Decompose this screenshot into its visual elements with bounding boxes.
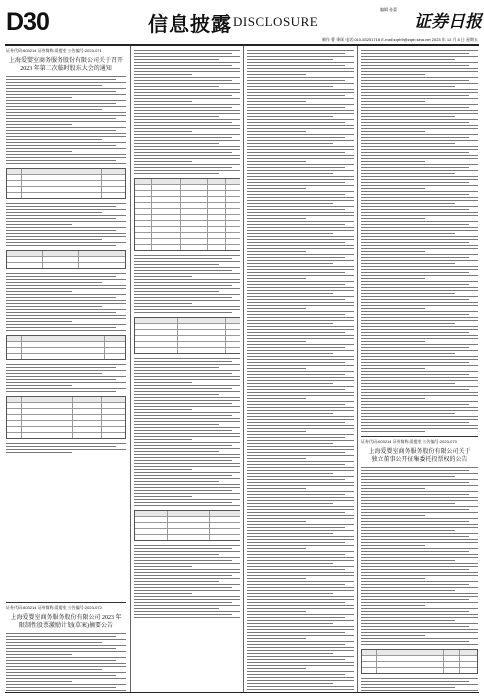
section-title-cn: 信息披露 [148, 14, 232, 36]
announcement-codes: 证券代码:603214 证券简称:爱婴室 公告编号:2023-070 [361, 439, 457, 444]
announcement-title [361, 448, 478, 464]
column-divider [130, 46, 131, 692]
announcement-title-line: 2023 年第二次临时股东大会的通知 [20, 66, 112, 72]
data-table [134, 178, 240, 251]
editor-line: 编辑 孙蒙 [380, 7, 398, 12]
announcement-codes: 证券代码:603214 证券简称:爱婴室 公告编号:2023-072 [6, 605, 102, 610]
column-1 [6, 48, 126, 692]
announcement-title-line: 独立董事公开征集委托投票权的公告 [371, 457, 468, 463]
column-divider [243, 46, 244, 692]
data-table [361, 649, 478, 674]
announcement-title-line: 限制性股票激励计划(草案)摘要公告 [19, 623, 113, 629]
data-table [6, 396, 126, 439]
page-number: D30 [6, 8, 49, 36]
announcement-codes: 证券代码:603214 证券简称:爱婴室 公告编号:2023-071 [6, 48, 102, 53]
column-2 [134, 48, 240, 692]
announcement-title-line: 上海爱婴室商务服务股份有限公司关于 [368, 449, 471, 455]
announcement-title [6, 614, 126, 630]
column-divider [357, 46, 358, 692]
announcement-title [6, 57, 126, 73]
section-title-en: DISCLOSURE [233, 14, 319, 29]
data-table [134, 510, 240, 541]
column-4 [361, 48, 478, 692]
data-table [6, 335, 126, 360]
announcement-title-line: 上海爱婴室商务服务股份有限公司 2023 年 [10, 615, 122, 621]
newspaper-brand-logo: 证券日报 [414, 12, 482, 31]
announcement-block [361, 436, 478, 692]
data-table [134, 317, 240, 354]
column-3 [247, 48, 354, 692]
data-table [6, 250, 126, 269]
contact-line: 制作 曹 秉琛 电话:010-83251716 E-mail:zqrb9@zqrb.sina.net 2023 年 12 月 8 日 星期五 [321, 37, 478, 42]
announcement-title-line: 上海爱婴室商务服务股份有限公司关于召开 [8, 58, 123, 64]
announcement-block [6, 602, 126, 692]
page-header [0, 0, 484, 45]
header-rule [5, 44, 479, 46]
footer-rule [5, 692, 479, 693]
data-table [6, 168, 126, 199]
